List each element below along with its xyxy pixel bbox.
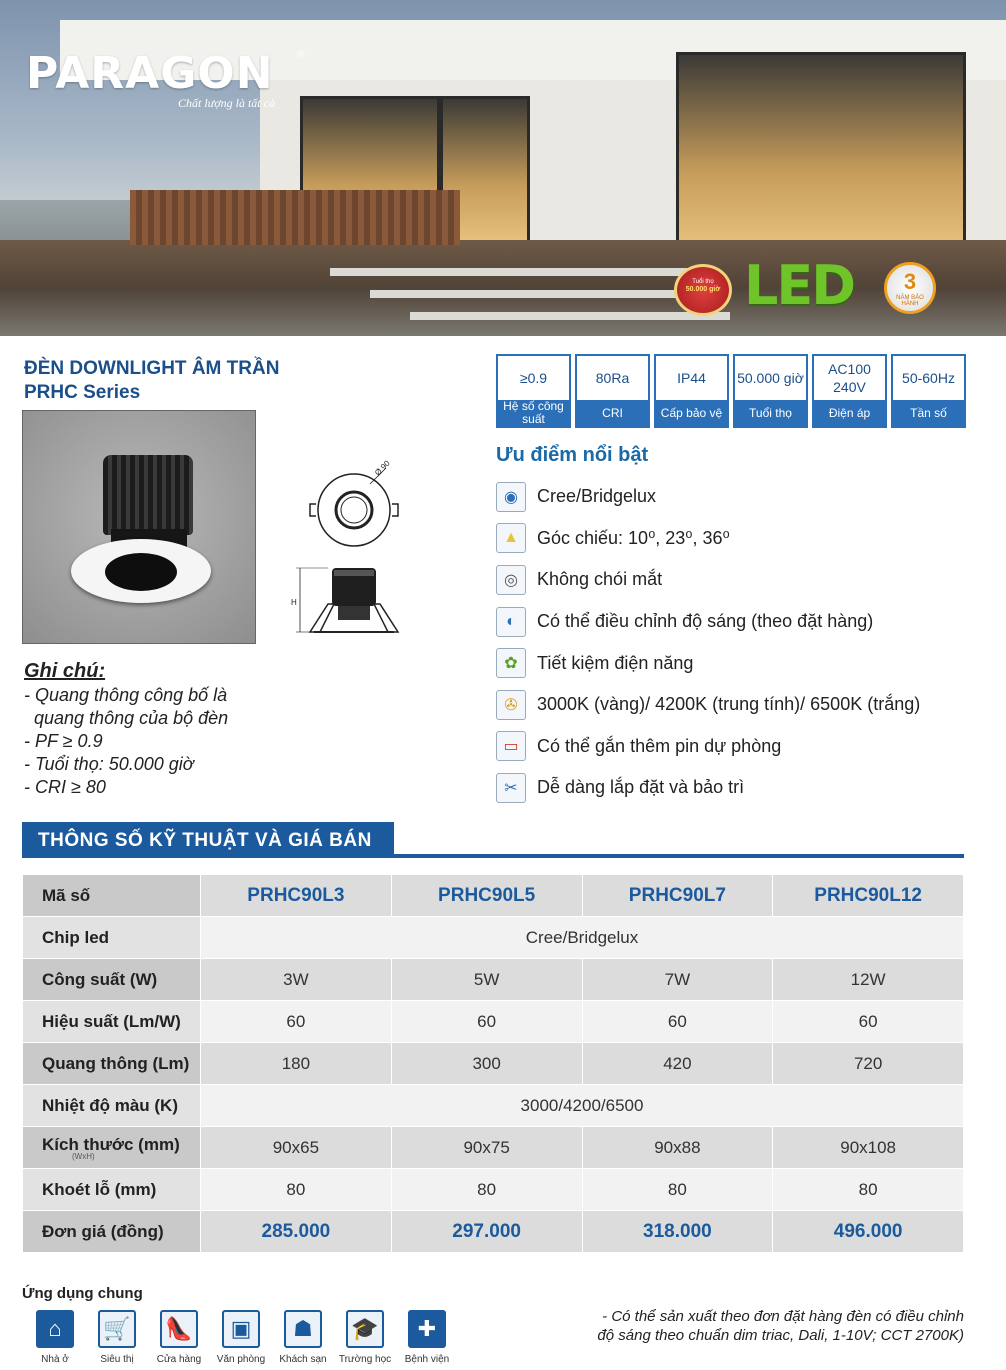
application-item	[148, 1310, 210, 1365]
lifetime-badge-label: Tuổi thọ	[692, 279, 714, 285]
office-monitor-icon: ▣	[222, 1310, 260, 1348]
warranty-badge	[884, 262, 936, 314]
table-cell: 60	[201, 1001, 392, 1043]
application-label: Trường học	[338, 1354, 392, 1365]
brand-logo: PARAGON	[26, 48, 274, 99]
table-cell: 80	[391, 1169, 582, 1211]
table-cell: 3000/4200/6500	[201, 1085, 964, 1127]
model-code: PRHC90L5	[391, 875, 582, 917]
application-label: Nhà ở	[41, 1354, 69, 1365]
spec-label: Điện áp	[814, 400, 885, 426]
dimmer-icon: ◐	[496, 607, 526, 637]
spec-voltage	[812, 354, 887, 428]
row-header: Mã số	[23, 875, 201, 917]
hero-step	[330, 268, 690, 276]
spec-value: 50-60Hz	[893, 356, 964, 400]
application-item	[24, 1310, 86, 1365]
hero-step	[410, 312, 730, 320]
warranty-label: NĂM BẢO HÀNH	[896, 295, 924, 307]
spec-label: Tần số	[893, 400, 964, 426]
spec-value: AC100 240V	[814, 356, 885, 400]
spec-boxes	[496, 354, 966, 428]
row-header: Quang thông (Lm)	[23, 1043, 201, 1085]
table-cell: Cree/Bridgelux	[201, 917, 964, 959]
application-label: Khách sạn	[279, 1354, 327, 1365]
spec-value: ≥0.9	[498, 356, 569, 400]
anti-glare-eye-icon: ◎	[496, 565, 526, 595]
application-item	[86, 1310, 148, 1365]
table-cell: 90x65	[201, 1127, 392, 1169]
spec-value: 50.000 giờ	[735, 356, 806, 400]
color-temp-icon: ✇	[496, 690, 526, 720]
application-label: Siêu thị	[100, 1354, 134, 1365]
list-item	[496, 518, 976, 560]
application-item	[210, 1310, 272, 1365]
height-label: H	[291, 598, 297, 607]
spec-cri	[575, 354, 650, 428]
footer-note-line: độ sáng theo chuẩn dim triac, Dali, 1-10V; CCT 2700K)	[597, 1327, 964, 1344]
row-header: Công suất (W)	[23, 959, 201, 1001]
table-cell: 7W	[582, 959, 773, 1001]
registered-mark: ®	[297, 50, 305, 61]
footer-note	[597, 1307, 964, 1345]
advantages-title: Ưu điểm nổi bật	[496, 444, 649, 466]
product-series: PRHC Series	[24, 382, 141, 403]
table-cell: 80	[582, 1169, 773, 1211]
lamp-aperture	[105, 553, 177, 591]
note-line: - Quang thông công bố là	[24, 685, 228, 705]
advantage-text: 3000K (vàng)/ 4200K (trung tính)/ 6500K (trắng)	[537, 694, 921, 715]
row-header-label: Kích thước (mm)	[42, 1134, 180, 1154]
emergency-battery-icon: ▭	[496, 731, 526, 761]
led-logo: LED	[744, 254, 855, 317]
table-cell: 5W	[391, 959, 582, 1001]
spec-power-factor	[496, 354, 571, 428]
lamp-heatsink	[103, 455, 193, 535]
spec-lifetime	[733, 354, 808, 428]
row-header	[23, 1127, 201, 1169]
list-item	[496, 684, 976, 726]
lifetime-badge-value: 50.000 giờ	[685, 286, 721, 293]
hero-terrace	[0, 240, 1006, 336]
product-photo	[22, 410, 256, 644]
hero-window	[676, 52, 966, 252]
plant-saving-icon: ✿	[496, 648, 526, 678]
row-header: Nhiệt độ màu (K)	[23, 1085, 201, 1127]
table-cell: 60	[582, 1001, 773, 1043]
lifetime-badge	[674, 264, 732, 316]
model-code: PRHC90L7	[582, 875, 773, 917]
graduation-cap-icon: 🎓	[346, 1310, 384, 1348]
applications-list	[24, 1310, 458, 1365]
list-item	[496, 559, 976, 601]
section-title: THÔNG SỐ KỸ THUẬT VÀ GIÁ BÁN	[22, 822, 394, 858]
cob-chip-icon: ◉	[496, 482, 526, 512]
note-line: - Tuổi thọ: 50.000 giờ	[24, 754, 194, 774]
application-item	[334, 1310, 396, 1365]
footer-note-line: - Có thể sản xuất theo đơn đặt hàng đèn có điều chỉnh	[602, 1308, 964, 1325]
table-row	[23, 1001, 964, 1043]
row-header: Hiệu suất (Lm/W)	[23, 1001, 201, 1043]
hero-wood-wall	[130, 190, 460, 245]
brand-tagline: Chất lượng là tất cả	[178, 96, 275, 110]
advantage-text: Có thể điều chỉnh độ sáng (theo đặt hàng)	[537, 611, 874, 632]
row-header: Chip led	[23, 917, 201, 959]
advantage-text: Góc chiếu: 10⁰, 23⁰, 36⁰	[537, 527, 730, 548]
table-row	[23, 1043, 964, 1085]
tools-icon: ✂	[496, 773, 526, 803]
application-label: Văn phòng	[216, 1354, 266, 1365]
table-cell: 60	[773, 1001, 964, 1043]
advantage-text: Tiết kiệm điện năng	[537, 652, 694, 673]
advantage-text: Có thể gắn thêm pin dự phòng	[537, 735, 782, 756]
row-header: Đơn giá (đồng)	[23, 1211, 201, 1253]
spec-label: CRI	[577, 400, 648, 426]
price-cell: 297.000	[391, 1211, 582, 1253]
note-line: - PF ≥ 0.9	[24, 731, 103, 751]
technical-drawing	[288, 454, 408, 644]
cart-icon: 🛒	[98, 1310, 136, 1348]
advantages-list	[496, 476, 976, 809]
application-item	[396, 1310, 458, 1365]
note-line: quang thông của bộ đèn	[24, 708, 229, 728]
advantage-text: Cree/Bridgelux	[537, 486, 657, 507]
hero-banner	[0, 0, 1006, 336]
notes-list	[24, 684, 228, 799]
hotel-bellboy-icon: ☗	[284, 1310, 322, 1348]
table-cell: 80	[773, 1169, 964, 1211]
hospital-cross-icon: ✚	[408, 1310, 446, 1348]
list-item	[496, 476, 976, 518]
advantage-text: Dễ dàng lắp đặt và bảo trì	[537, 777, 745, 798]
spec-ip-rating	[654, 354, 729, 428]
table-cell: 420	[582, 1043, 773, 1085]
table-cell: 180	[201, 1043, 392, 1085]
spec-price-table	[22, 874, 964, 1253]
price-cell: 285.000	[201, 1211, 392, 1253]
price-cell: 496.000	[773, 1211, 964, 1253]
table-row	[23, 959, 964, 1001]
top-view-drawing	[310, 458, 398, 546]
list-item	[496, 601, 976, 643]
price-cell: 318.000	[582, 1211, 773, 1253]
table-cell: 720	[773, 1043, 964, 1085]
spec-label: Tuổi thọ	[735, 400, 806, 426]
table-cell: 90x88	[582, 1127, 773, 1169]
list-item	[496, 726, 976, 768]
row-header-sub: (WxH)	[72, 1151, 95, 1161]
table-row	[23, 1127, 964, 1169]
beam-angle-icon: ▲	[496, 523, 526, 553]
model-code: PRHC90L12	[773, 875, 964, 917]
row-header: Khoét lỗ (mm)	[23, 1169, 201, 1211]
home-icon: ⌂	[36, 1310, 74, 1348]
application-label: Cửa hàng	[156, 1354, 202, 1365]
table-row	[23, 1169, 964, 1211]
spec-label: Hệ số công suất	[498, 400, 569, 426]
side-view-drawing	[291, 568, 398, 632]
table-cell: 90x75	[391, 1127, 582, 1169]
application-item	[272, 1310, 334, 1365]
product-title: ĐÈN DOWNLIGHT ÂM TRẦN	[24, 358, 280, 379]
spec-value: IP44	[656, 356, 727, 400]
warranty-years: 3	[903, 269, 917, 294]
table-cell: 60	[391, 1001, 582, 1043]
advantage-text: Không chói mắt	[537, 569, 663, 590]
list-item	[496, 767, 976, 809]
table-cell: 300	[391, 1043, 582, 1085]
table-row	[23, 1211, 964, 1253]
list-item	[496, 642, 976, 684]
notes-title: Ghi chú:	[24, 660, 106, 682]
table-cell: 90x108	[773, 1127, 964, 1169]
high-heel-icon: 👠	[160, 1310, 198, 1348]
hero-step	[370, 290, 710, 298]
model-code: PRHC90L3	[201, 875, 392, 917]
section-divider	[22, 854, 964, 858]
spec-label: Cấp bảo vệ	[656, 400, 727, 426]
application-label: Bệnh viện	[404, 1354, 450, 1365]
table-row	[23, 1085, 964, 1127]
spec-frequency	[891, 354, 966, 428]
table-row	[23, 875, 964, 917]
table-cell: 12W	[773, 959, 964, 1001]
table-cell: 3W	[201, 959, 392, 1001]
note-line: - CRI ≥ 80	[24, 777, 106, 797]
applications-title: Ứng dụng chung	[22, 1285, 143, 1302]
diameter-label: Ø 90	[373, 458, 392, 478]
table-cell: 80	[201, 1169, 392, 1211]
table-row	[23, 917, 964, 959]
spec-value: 80Ra	[577, 356, 648, 400]
